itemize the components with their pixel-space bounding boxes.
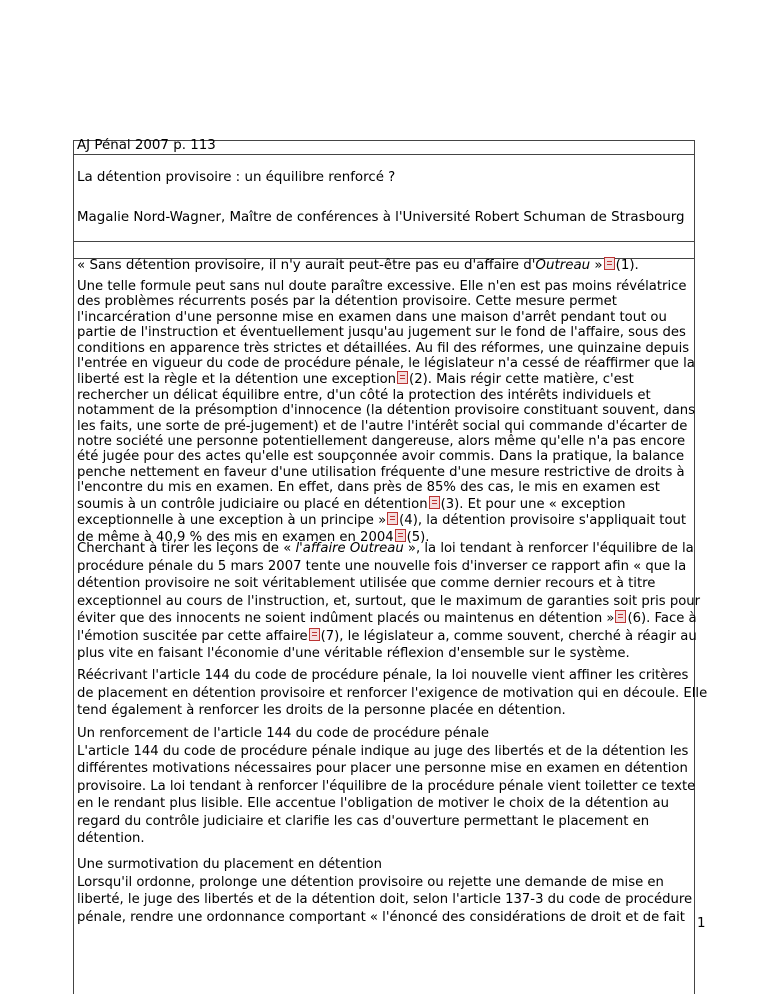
text-segment: liberté est la règle et la détention une exception [77,372,397,388]
text-segment: exceptionnelle à une exception à un principe » [77,513,387,529]
text-line: différentes motivations nécessaires pour placer une personne mise en examen en détention [77,761,688,776]
text-line: regard du contrôle judiciaire et clarifie les cas d'ouverture permettant le placement en [77,813,650,829]
text-line: Lorsqu'il ordonne, prolonge une détention provisoire ou rejette une demande de mise en [77,874,664,890]
text-line: rechercher un délicat équilibre entre, d'un côté la protection des intérêts individuels et [77,387,651,403]
text-line: tend également à renforcer les droits de la personne placée en détention. [77,703,566,718]
text-line [77,496,693,512]
text-line: Une telle formule peut sans nul doute paraître excessive. Elle n'en est pas moins révélatrice [77,279,687,294]
footnote-icon[interactable] [397,371,408,384]
text-line: l'incarcération d'une personne mise en examen dans une maison d'arrêt pendant tout ou [77,309,667,325]
text-segment: (3). Et pour une « exception [440,496,626,512]
text-line [77,628,697,646]
text-segment: », la loi tendant à renforcer l'équilibre de la [403,541,694,556]
text-line: partie de l'instruction et éventuellement jusqu'au jugement sur le fond de l'affaire, sous des [77,325,686,341]
text-line: exceptionnel au cours de l'instruction, et, surtout, que le maximum de garanties soit pris pour [77,593,701,609]
author-line: Magalie Nord-Wagner, Maître de conférences à l'Université Robert Schuman de Strasbourg [77,210,685,225]
paragraph-3 [77,667,708,720]
footnote-icon[interactable] [429,496,440,509]
text-line: provisoire. La loi tendant à renforcer l'équilibre de la procédure pénale vient toiletter ce texte [77,778,696,794]
footnote-icon[interactable] [387,512,398,525]
text-line: été jugée pour des actes qu'elle est soupçonnée avoir commis. Dans la pratique, la balance [77,449,685,465]
footnote-icon[interactable] [309,628,320,641]
opening-quote [77,256,639,276]
section-2 [77,856,693,926]
quote-text-end: » [590,258,603,273]
text-segment: l'émotion suscitée par cette affaire [77,628,308,644]
text-line: détention provisoire ne soit véritablement utilisée que comme dernier recours et à titre [77,576,656,591]
footnote-number: (1). [615,258,639,273]
section-heading: Une surmotivation du placement en détention [77,857,382,872]
table-divider [73,241,695,242]
text-line: l'entrée en vigueur du code de procédure pénale, le législateur n'a cessé de réaffirmer que la [77,356,695,372]
text-line [77,610,697,628]
text-segment: Cherchant à tirer les leçons de « [77,541,296,556]
text-line [77,371,693,387]
paragraph-1 [77,279,696,545]
text-segment: (4), la détention provisoire s'appliquait tout [399,513,687,529]
source-reference: AJ Pénal 2007 p. 113 [77,138,216,153]
quote-text: « Sans détention provisoire, il n'y aurait peut-être pas eu d'affaire d' [77,258,536,273]
text-segment: (5). [406,529,430,545]
text-line: l'encontre du mis en examen. En effet, dans près de 85% des cas, le mis en examen est [77,480,660,496]
text-segment: de même à 40,9 % des mis en examen en 2004 [77,529,394,545]
article-title: La détention provisoire : un équilibre renforcé ? [77,170,396,185]
quote-italic: Outreau [535,258,591,273]
text-segment: (6). Face à [627,611,697,626]
text-segment: éviter que des innocents ne soient indûment placés ou maintenus en détention » [77,611,615,626]
text-line: conditions en apparence très strictes et détaillées. Au fil des réformes, une quinzaine depuis [77,340,690,356]
text-line: plus vite en faisant l'économie d'une véritable réflexion d'ensemble sur le système. [77,646,630,661]
text-line: L'article 144 du code de procédure pénale indique au juge des libertés et de la détention les [77,743,689,759]
section-heading: Un renforcement de l'article 144 du code de procédure pénale [77,726,489,741]
text-line: pénale, rendre une ordonnance comportant « l'énoncé des considérations de droit et de fait [77,909,685,925]
footnote-icon[interactable] [604,257,615,270]
text-italic: l'affaire Outreau [295,541,404,556]
text-line: les faits, une sorte de pré-jugement) et de l'autre l'intérêt social qui commande d'écarter de [77,418,688,434]
text-segment: soumis à un contrôle judiciaire ou placé en détention [77,496,428,512]
text-line [77,512,693,528]
text-line: procédure pénale du 5 mars 2007 tente une nouvelle fois d'inverser ce rapport afin « que la [77,558,687,574]
text-line: notre société une personne potentiellement dangereuse, alors même qu'elle n'a pas encore [77,434,686,450]
text-line: des problèmes récurrents posés par la détention provisoire. Cette mesure permet [77,294,617,310]
footnote-icon[interactable] [615,610,626,623]
section-1 [77,725,696,848]
text-segment: (2). Mais régir cette matière, c'est [409,372,634,388]
page-number: 1 [697,916,706,931]
text-line: penche nettement en faveur d'une utilisation fréquente d'une mesure restrictive de droits à [77,464,685,480]
text-line: notamment de la présomption d'innocence (la détention provisoire constituant souvent, dans [77,403,696,419]
text-line [77,540,693,558]
text-line: de placement en détention provisoire et renforcer l'exigence de motivation qui en découle. Elle [77,685,708,701]
text-segment: (7), le législateur a, comme souvent, cherché à réagir au [320,628,697,644]
text-line: en le rendant plus lisible. Elle accentue l'obligation de motiver le choix de la détention au [77,796,669,811]
text-line: détention. [77,831,145,846]
paragraph-2 [77,540,701,663]
text-line: Réécrivant l'article 144 du code de procédure pénale, la loi nouvelle vient affiner les critères [77,668,689,683]
text-line: liberté, le juge des libertés et de la détention doit, selon l'article 137-3 du code de procédure [77,892,693,907]
